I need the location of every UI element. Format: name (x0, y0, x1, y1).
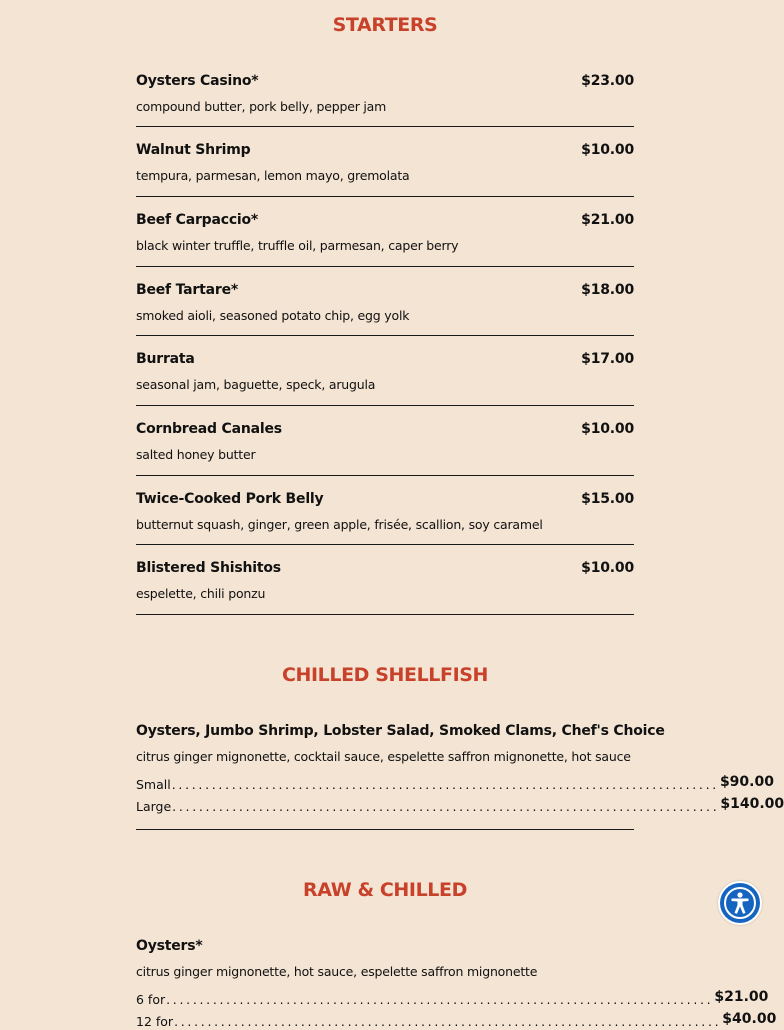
menu-item (136, 211, 634, 267)
item-price: $10.00 (581, 142, 634, 158)
section-title: STARTERS (332, 14, 438, 36)
item-name: Blistered Shishitos (136, 560, 281, 576)
menu-item (136, 490, 634, 545)
item-price: $10.00 (581, 421, 634, 437)
option-label: Small (136, 777, 171, 792)
menu-item (136, 281, 634, 336)
option-price: $90.00 (719, 774, 774, 790)
item-name: Oysters Casino* (136, 73, 259, 89)
item-description: citrus ginger mignonette, hot sauce, espelette saffron mignonette (136, 964, 538, 979)
price-option (136, 986, 769, 1008)
price-options (136, 986, 777, 1030)
price-option (136, 793, 784, 815)
accessibility-icon (723, 886, 757, 920)
option-label: 12 for (136, 1014, 174, 1029)
dot-leader: .................................................................................. (172, 799, 720, 814)
section-title: RAW & CHILLED (303, 879, 467, 901)
item-name: Burrata (136, 351, 195, 367)
item-description: citrus ginger mignonette, cocktail sauce, espelette saffron mignonette, hot sauce (136, 749, 631, 764)
dot-leader: .................................................................................. (166, 992, 714, 1007)
price-option (136, 771, 774, 793)
section-starters (136, 13, 634, 37)
item-price: $17.00 (581, 351, 634, 367)
menu-item (136, 722, 784, 830)
item-name: Cornbread Canales (136, 421, 282, 437)
item-description: salted honey butter (136, 447, 256, 462)
section-title: CHILLED SHELLFISH (281, 664, 489, 686)
accessibility-button[interactable] (718, 881, 762, 925)
item-description: seasonal jam, baguette, speck, arugula (136, 377, 376, 392)
item-name: Oysters* (136, 938, 203, 954)
item-description: butternut squash, ginger, green apple, frisée, scallion, soy caramel (136, 517, 543, 532)
option-label: 6 for (136, 992, 166, 1007)
item-name: Beef Carpaccio* (136, 212, 259, 228)
menu-item (136, 141, 634, 197)
item-price: $21.00 (581, 212, 634, 228)
dot-leader: .................................................................................. (171, 777, 719, 792)
item-price: $10.00 (581, 560, 634, 576)
item-description: tempura, parmesan, lemon mayo, gremolata (136, 168, 410, 183)
option-price: $140.00 (720, 796, 784, 812)
item-description: black winter truffle, truffle oil, parmesan, caper berry (136, 238, 459, 253)
section-chilled-shellfish (136, 663, 634, 687)
option-price: $40.00 (722, 1011, 777, 1027)
item-description: compound butter, pork belly, pepper jam (136, 99, 387, 114)
item-name: Oysters, Jumbo Shrimp, Lobster Salad, Smoked Clams, Chef's Choice (136, 723, 665, 739)
menu-item (136, 72, 634, 127)
price-option (136, 1008, 777, 1030)
item-price: $15.00 (581, 491, 634, 507)
item-name: Twice-Cooked Pork Belly (136, 491, 324, 507)
menu-item (136, 350, 634, 406)
section-raw-chilled (136, 878, 634, 902)
item-name: Beef Tartare* (136, 282, 238, 298)
accessibility-icon-wrap (720, 883, 760, 923)
item-description: espelette, chili ponzu (136, 586, 266, 601)
menu-item (136, 559, 634, 615)
option-label: Large (136, 799, 172, 814)
dot-leader: .................................................................................. (174, 1014, 722, 1029)
menu-item (136, 937, 777, 1029)
option-price: $21.00 (714, 989, 769, 1005)
item-description: smoked aioli, seasoned potato chip, egg yolk (136, 308, 410, 323)
item-price: $23.00 (581, 73, 634, 89)
item-name: Walnut Shrimp (136, 142, 251, 158)
price-options (136, 771, 784, 815)
item-price: $18.00 (581, 282, 634, 298)
menu-item (136, 420, 634, 476)
